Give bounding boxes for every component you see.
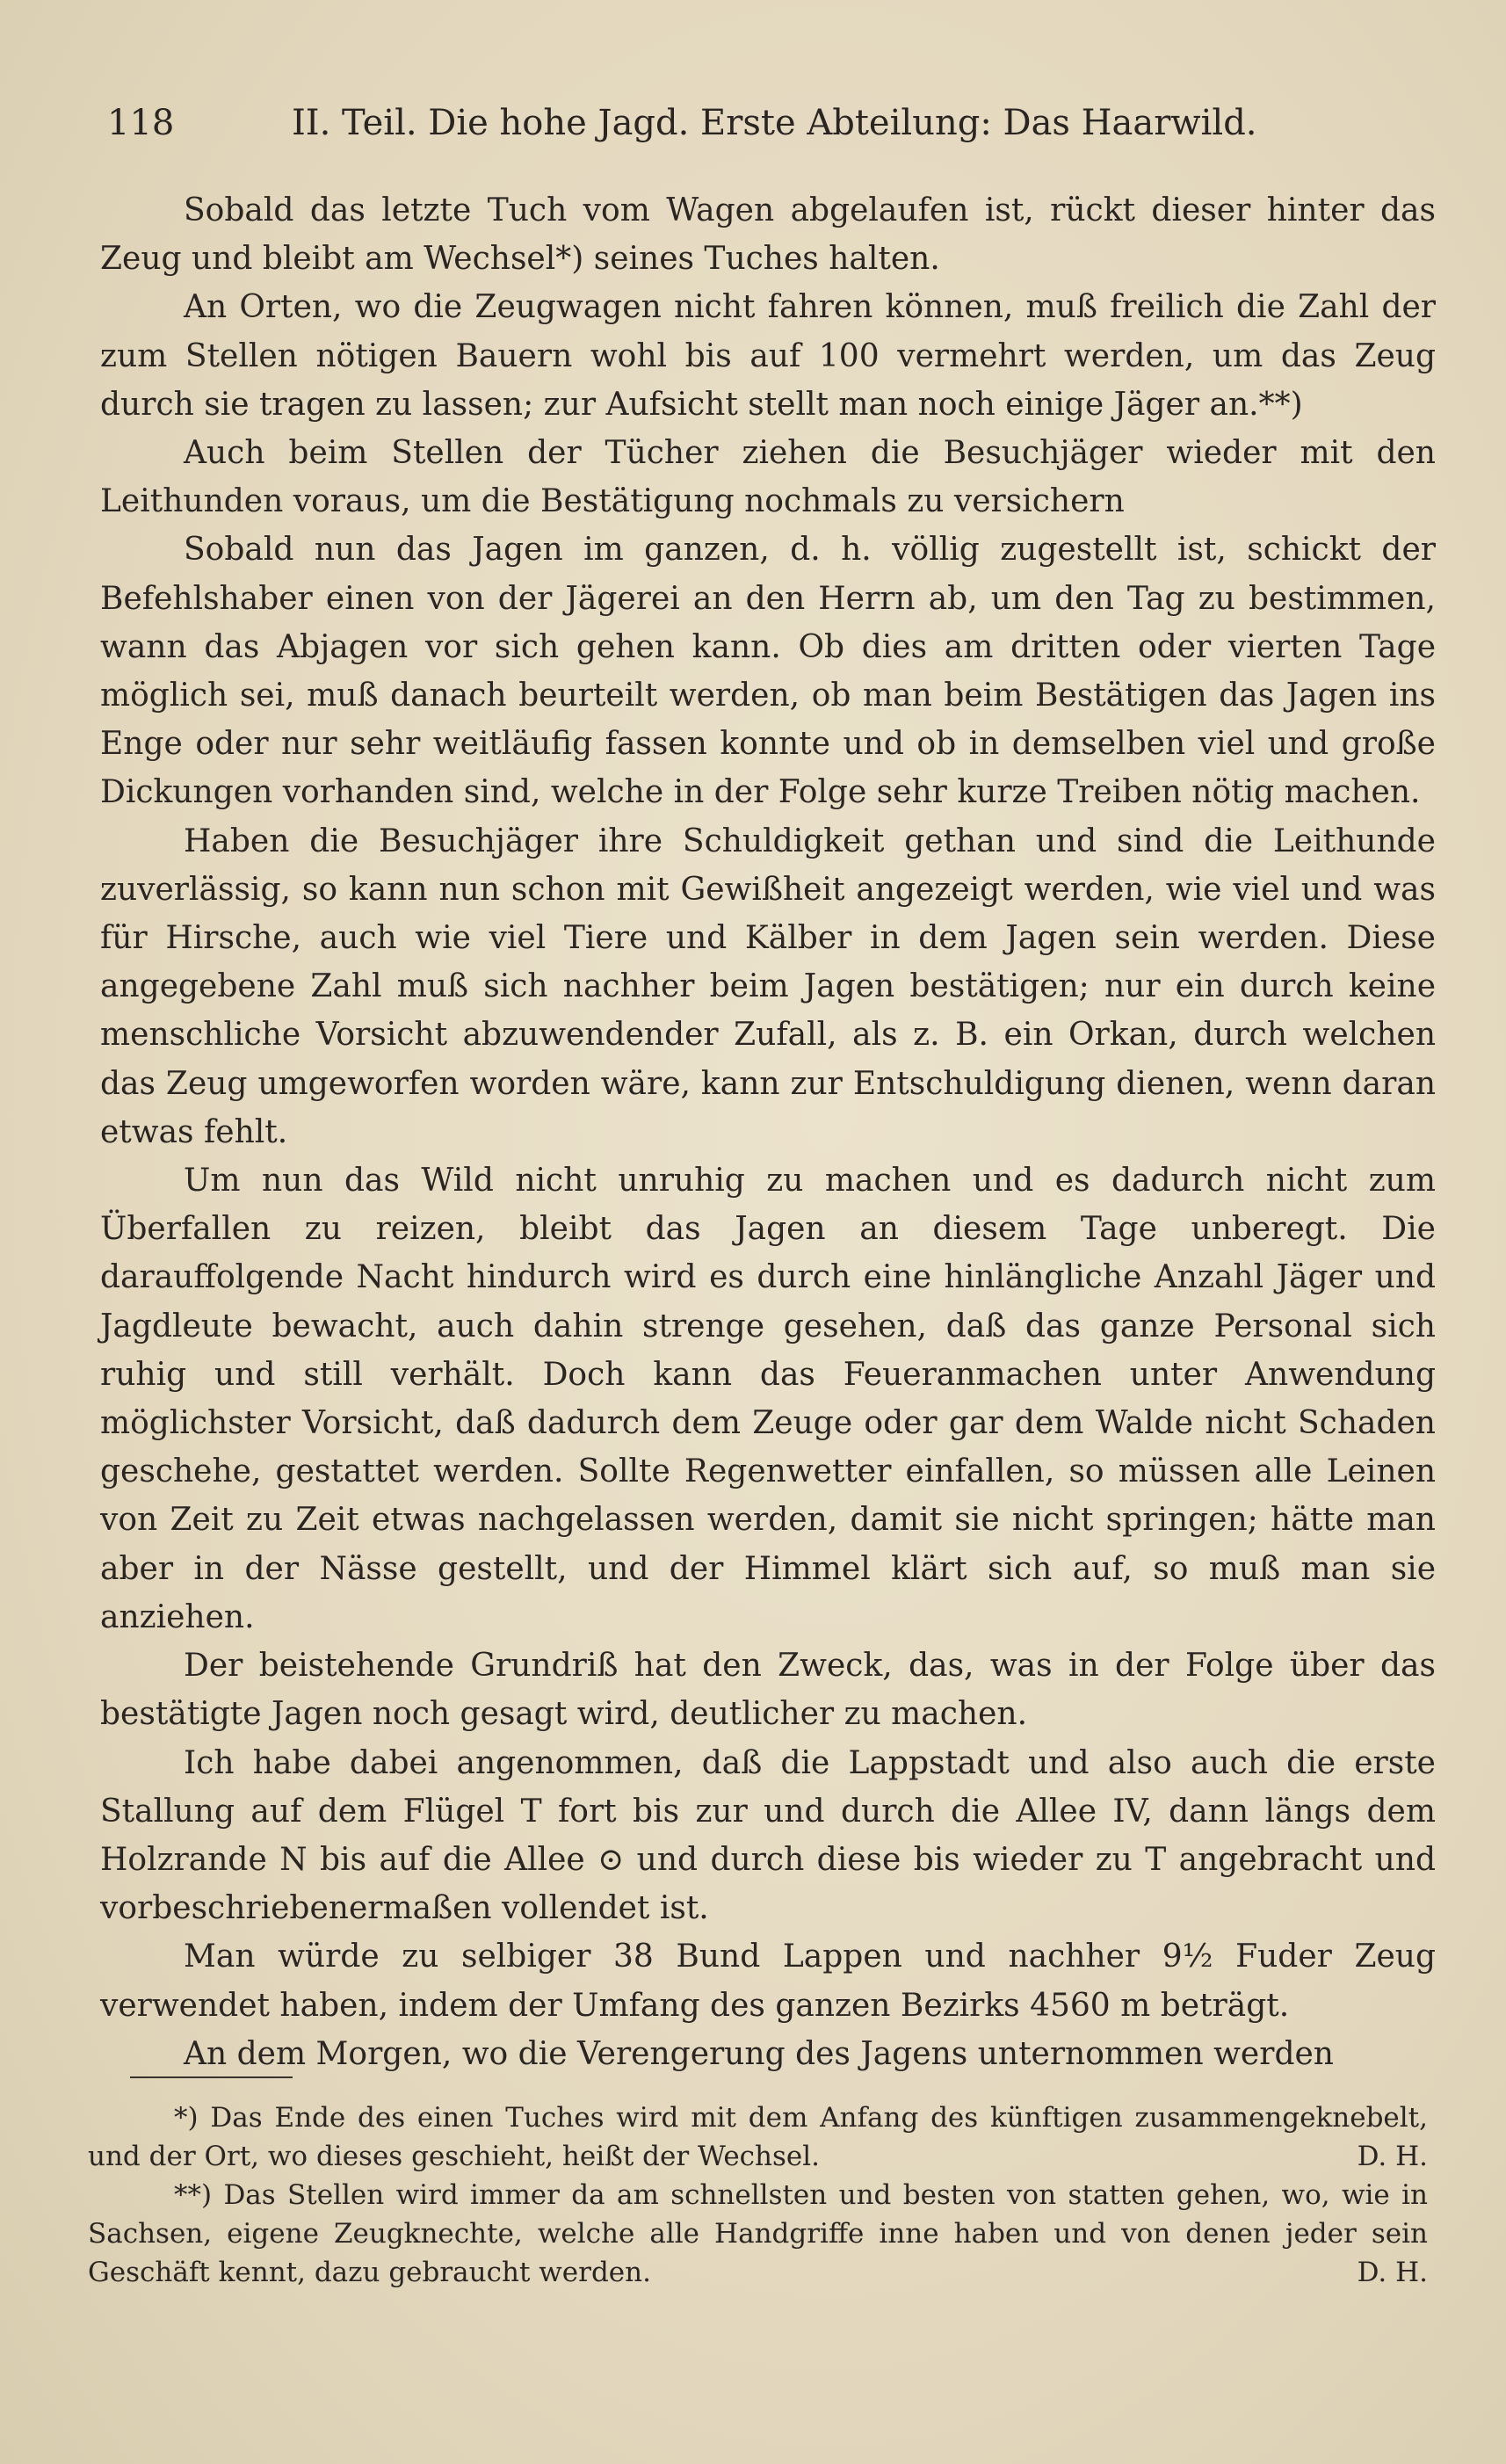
paragraph: Um nun das Wild nicht unruhig zu machen und es dadurch nicht zum Überfallen zu reizen, bleibt das Jagen an diesem Tage unberegt. Die darauffolgende Nacht hindurch wird es durch eine hinlängliche Anzahl Jäger und Jagdleute bewacht, auch dahin strenge gesehen, daß das ganze Personal sich ruhig und still verhält. Doch kann das Feueranmachen unter Anwendung möglichster Vorsicht, daß dadurch dem Zeuge oder gar dem Walde nicht Schaden geschehe, gestattet werden. Sollte Regenwetter einfallen, so müssen alle Leinen von Zeit zu Zeit etwas nachgelassen werden, damit sie nicht springen; hätte man aber in der Nässe gestellt, und der Himmel klärt sich auf, so muß man sie anziehen.	[100, 1163, 1436, 1635]
footnote	[88, 2176, 1428, 2292]
running-title: II. Teil. Die hohe Jagd. Erste Abteilung: Das Haarwild.	[292, 103, 1257, 143]
paragraph: Der beistehende Grundriß hat den Zweck, das, was in der Folge über das bestätigte Jagen noch gesagt wird, deutlicher zu machen.	[100, 1648, 1436, 1733]
paragraph: Ich habe dabei angenommen, daß die Lappstadt und also auch die erste Stallung auf dem Flügel T fort bis zur und durch die Allee IV, dann längs dem Holzrande N bis auf die Allee ⊙ und durch diese bis wieder zu T angebracht und vorbeschriebenermaßen vollendet ist.	[100, 1744, 1436, 1927]
paragraph: An Orten, wo die Zeugwagen nicht fahren können, muß freilich die Zahl der zum Stellen nötigen Bauern wohl bis auf 100 vermehrt werden, um das Zeug durch sie tragen zu lassen; zur Aufsicht stellt man noch einige Jäger an.**)	[100, 289, 1436, 423]
footnote-divider	[130, 2076, 293, 2078]
footnote-signature: D. H.	[1357, 2141, 1428, 2172]
paragraph: Haben die Besuchjäger ihre Schuldigkeit gethan und sind die Leithunde zuverlässig, so kann nun schon mit Gewißheit angezeigt werden, wie viel und was für Hirsche, auch wie viel Tiere und Kälber in dem Jagen sein werden. Diese angegebene Zahl muß sich nachher beim Jagen bestätigen; nur ein durch keine menschliche Vorsicht abzuwendender Zufall, als z. B. ein Orkan, durch welchen das Zeug umgeworfen worden wäre, kann zur Entschuldigung dienen, wenn daran etwas fehlt.	[100, 823, 1436, 1150]
footnote	[88, 2098, 1428, 2176]
paragraph: Auch beim Stellen der Tücher ziehen die Besuchjäger wieder mit den Leithunden voraus, um die Bestätigung nochmals zu versichern	[100, 435, 1436, 520]
footnotes	[88, 2098, 1428, 2292]
page-header	[107, 97, 1425, 149]
paragraph: Sobald das letzte Tuch vom Wagen abgelaufen ist, rückt dieser hinter das Zeug und bleibt am Wechsel*) seines Tuches halten.	[100, 192, 1436, 278]
main-text	[100, 186, 1436, 2078]
page-number: 118	[107, 103, 175, 143]
paragraph: Man würde zu selbiger 38 Bund Lappen und nachher 9½ Fuder Zeug verwendet haben, indem der Umfang des ganzen Bezirks 4560 m beträgt.	[100, 1939, 1436, 2024]
paragraph: An dem Morgen, wo die Verengerung des Jagens unternommen werden	[184, 2035, 1334, 2072]
footnote-signature: D. H.	[1357, 2257, 1428, 2288]
footnote-text: *) Das Ende des einen Tuches wird mit dem Anfang des künftigen zusammengeknebelt, und der Ort, wo dieses geschieht, heißt der Wechsel.	[88, 2102, 1428, 2172]
footnote-text: **) Das Stellen wird immer da am schnellsten und besten von statten gehen, wo, wie in Sachsen, eigene Zeugknechte, welche alle Handgriffe inne haben und von denen jeder sein Geschäft kennt, dazu gebraucht werden.	[88, 2179, 1428, 2288]
paragraph: Sobald nun das Jagen im ganzen, d. h. völlig zugestellt ist, schickt der Befehlshaber einen von der Jägerei an den Herrn ab, um den Tag zu bestimmen, wann das Abjagen vor sich gehen kann. Ob dies am dritten oder vierten Tage möglich sei, muß danach beurteilt werden, ob man beim Bestätigen das Jagen ins Enge oder nur sehr weitläufig fassen konnte und ob in demselben viel und große Dickungen vorhanden sind, welche in der Folge sehr kurze Treiben nötig machen.	[100, 532, 1436, 811]
